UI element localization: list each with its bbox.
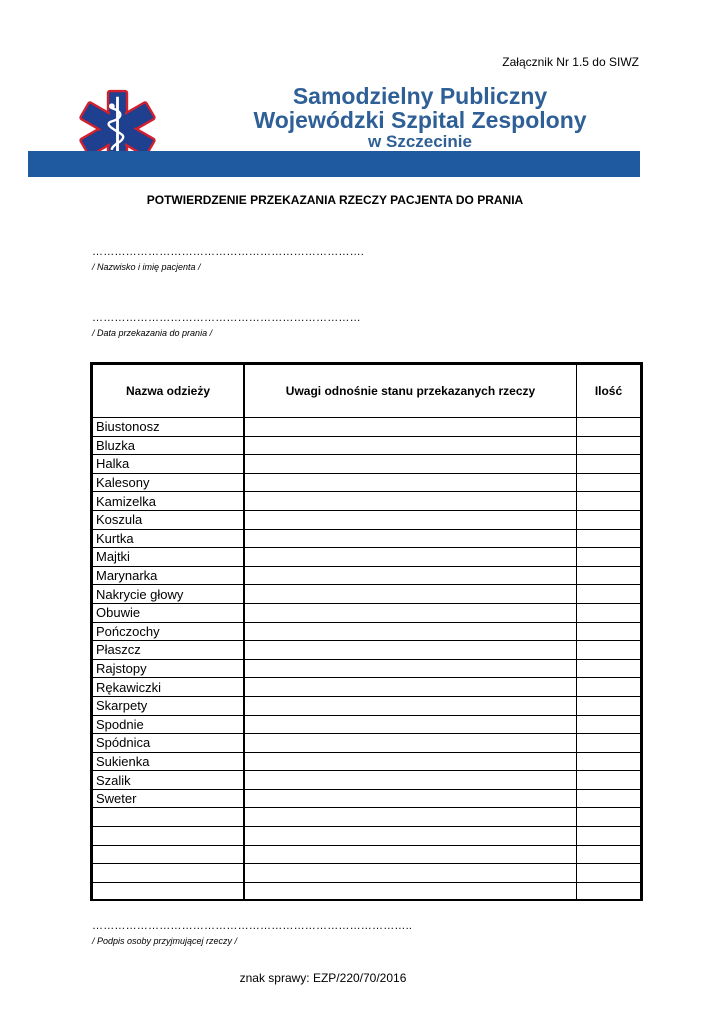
table-row: [93, 845, 641, 864]
quantity-cell: [577, 752, 641, 771]
condition-notes-cell: [244, 789, 577, 808]
condition-notes-cell: [244, 622, 577, 641]
quantity-cell: [577, 789, 641, 808]
table-row: [93, 510, 641, 529]
hospital-name: [210, 84, 630, 152]
quantity-cell: [577, 641, 641, 660]
quantity-cell: [577, 548, 641, 567]
table-row: [93, 696, 641, 715]
clothing-name-cell: Marynarka: [93, 566, 245, 585]
table-row: [93, 529, 641, 548]
condition-notes-cell: [244, 603, 577, 622]
quantity-cell: [577, 622, 641, 641]
quantity-cell: [577, 603, 641, 622]
condition-notes-cell: [244, 827, 577, 846]
quantity-cell: [577, 492, 641, 511]
table-row: [93, 622, 641, 641]
table-row: [93, 455, 641, 474]
condition-notes-cell: [244, 529, 577, 548]
clothing-name-cell: Rękawiczki: [93, 678, 245, 697]
condition-notes-cell: [244, 696, 577, 715]
condition-notes-cell: [244, 566, 577, 585]
table-row: [93, 678, 641, 697]
quantity-cell: [577, 864, 641, 883]
clothing-name-cell: Sweter: [93, 789, 245, 808]
condition-notes-cell: [244, 734, 577, 753]
table-row: [93, 752, 641, 771]
clothing-table: [90, 362, 643, 901]
table-row: [93, 566, 641, 585]
table-row: [93, 473, 641, 492]
quantity-cell: [577, 418, 641, 437]
clothing-name-cell: Bluzka: [93, 436, 245, 455]
hospital-name-line1: Samodzielny Publiczny: [292, 83, 548, 109]
handover-date-field: [92, 312, 361, 338]
quantity-cell: [577, 473, 641, 492]
condition-notes-cell: [244, 585, 577, 604]
case-number: znak sprawy: EZP/220/70/2016: [239, 971, 407, 985]
handover-date-caption: / Data przekazania do prania /: [92, 328, 213, 338]
clothing-name-cell: Sukienka: [93, 752, 245, 771]
patient-name-caption: / Nazwisko i imię pacjenta /: [92, 262, 201, 272]
quantity-cell: [577, 882, 641, 901]
quantity-cell: [577, 845, 641, 864]
quantity-cell: [577, 436, 641, 455]
signature-field: [92, 920, 412, 946]
header-clothing-name: Nazwa odzieży: [93, 365, 245, 418]
clothing-name-cell: [93, 827, 245, 846]
condition-notes-cell: [244, 641, 577, 660]
clothing-name-cell: Szalik: [93, 771, 245, 790]
clothing-name-cell: [93, 845, 245, 864]
condition-notes-cell: [244, 473, 577, 492]
clothing-name-cell: Biustonosz: [93, 418, 245, 437]
condition-notes-cell: [244, 752, 577, 771]
table-row: [93, 641, 641, 660]
handover-date-dots: ………………………………………………………………: [92, 312, 361, 324]
clothing-name-cell: Kamizelka: [93, 492, 245, 511]
clothing-name-cell: [93, 882, 245, 901]
quantity-cell: [577, 455, 641, 474]
quantity-cell: [577, 566, 641, 585]
quantity-cell: [577, 771, 641, 790]
table-row: [93, 418, 641, 437]
clothing-name-cell: Spódnica: [93, 734, 245, 753]
hospital-header: [28, 84, 640, 177]
condition-notes-cell: [244, 418, 577, 437]
patient-name-field: [92, 246, 364, 272]
clothing-name-cell: [93, 864, 245, 883]
patient-name-dots: ……………………………………………………………….: [92, 246, 365, 258]
document-title: POTWIERDZENIE PRZEKAZANIA RZECZY PACJENTA DO PRANIA: [146, 193, 524, 207]
condition-notes-cell: [244, 808, 577, 827]
clothing-name-cell: Koszula: [93, 510, 245, 529]
hospital-name-line2: Wojewódzki Szpital Zespolony: [253, 107, 587, 133]
clothing-name-cell: [93, 808, 245, 827]
signature-caption: / Podpis osoby przyjmującej rzeczy /: [92, 936, 238, 946]
condition-notes-cell: [244, 436, 577, 455]
quantity-cell: [577, 585, 641, 604]
condition-notes-cell: [244, 771, 577, 790]
header-blue-bar: [28, 151, 640, 177]
condition-notes-cell: [244, 864, 577, 883]
table-row: [93, 492, 641, 511]
table-row: [93, 548, 641, 567]
table-row: [93, 864, 641, 883]
table-row: [93, 436, 641, 455]
quantity-cell: [577, 510, 641, 529]
quantity-cell: [577, 808, 641, 827]
table-row: [93, 808, 641, 827]
quantity-cell: [577, 529, 641, 548]
quantity-cell: [577, 659, 641, 678]
clothing-name-cell: Pończochy: [93, 622, 245, 641]
condition-notes-cell: [244, 455, 577, 474]
clothing-name-cell: Kurtka: [93, 529, 245, 548]
quantity-cell: [577, 715, 641, 734]
table-header-row: [93, 365, 641, 418]
header-quantity: Ilość: [577, 365, 641, 418]
header-condition-notes: Uwagi odnośnie stanu przekazanych rzeczy: [244, 365, 577, 418]
clothing-name-cell: Rajstopy: [93, 659, 245, 678]
table-row: [93, 603, 641, 622]
table-row: [93, 734, 641, 753]
clothing-name-cell: Płaszcz: [93, 641, 245, 660]
condition-notes-cell: [244, 492, 577, 511]
table-row: [93, 771, 641, 790]
clothing-name-cell: Spodnie: [93, 715, 245, 734]
quantity-cell: [577, 827, 641, 846]
quantity-cell: [577, 734, 641, 753]
condition-notes-cell: [244, 715, 577, 734]
condition-notes-cell: [244, 678, 577, 697]
table-row: [93, 585, 641, 604]
table-row: [93, 827, 641, 846]
clothing-name-cell: Halka: [93, 455, 245, 474]
quantity-cell: [577, 678, 641, 697]
table-row: [93, 659, 641, 678]
clothing-name-cell: Skarpety: [93, 696, 245, 715]
signature-dots: …………………………………………………………………………..: [92, 920, 413, 932]
hospital-name-line3: w Szczecinie: [368, 132, 472, 151]
condition-notes-cell: [244, 882, 577, 901]
quantity-cell: [577, 696, 641, 715]
clothing-name-cell: Majtki: [93, 548, 245, 567]
condition-notes-cell: [244, 845, 577, 864]
clothing-name-cell: Obuwie: [93, 603, 245, 622]
table-row: [93, 789, 641, 808]
table-row: [93, 715, 641, 734]
clothing-name-cell: Nakrycie głowy: [93, 585, 245, 604]
table-row: [93, 882, 641, 901]
condition-notes-cell: [244, 510, 577, 529]
condition-notes-cell: [244, 659, 577, 678]
annex-label: Załącznik Nr 1.5 do SIWZ: [502, 55, 639, 69]
condition-notes-cell: [244, 548, 577, 567]
clothing-name-cell: Kalesony: [93, 473, 245, 492]
